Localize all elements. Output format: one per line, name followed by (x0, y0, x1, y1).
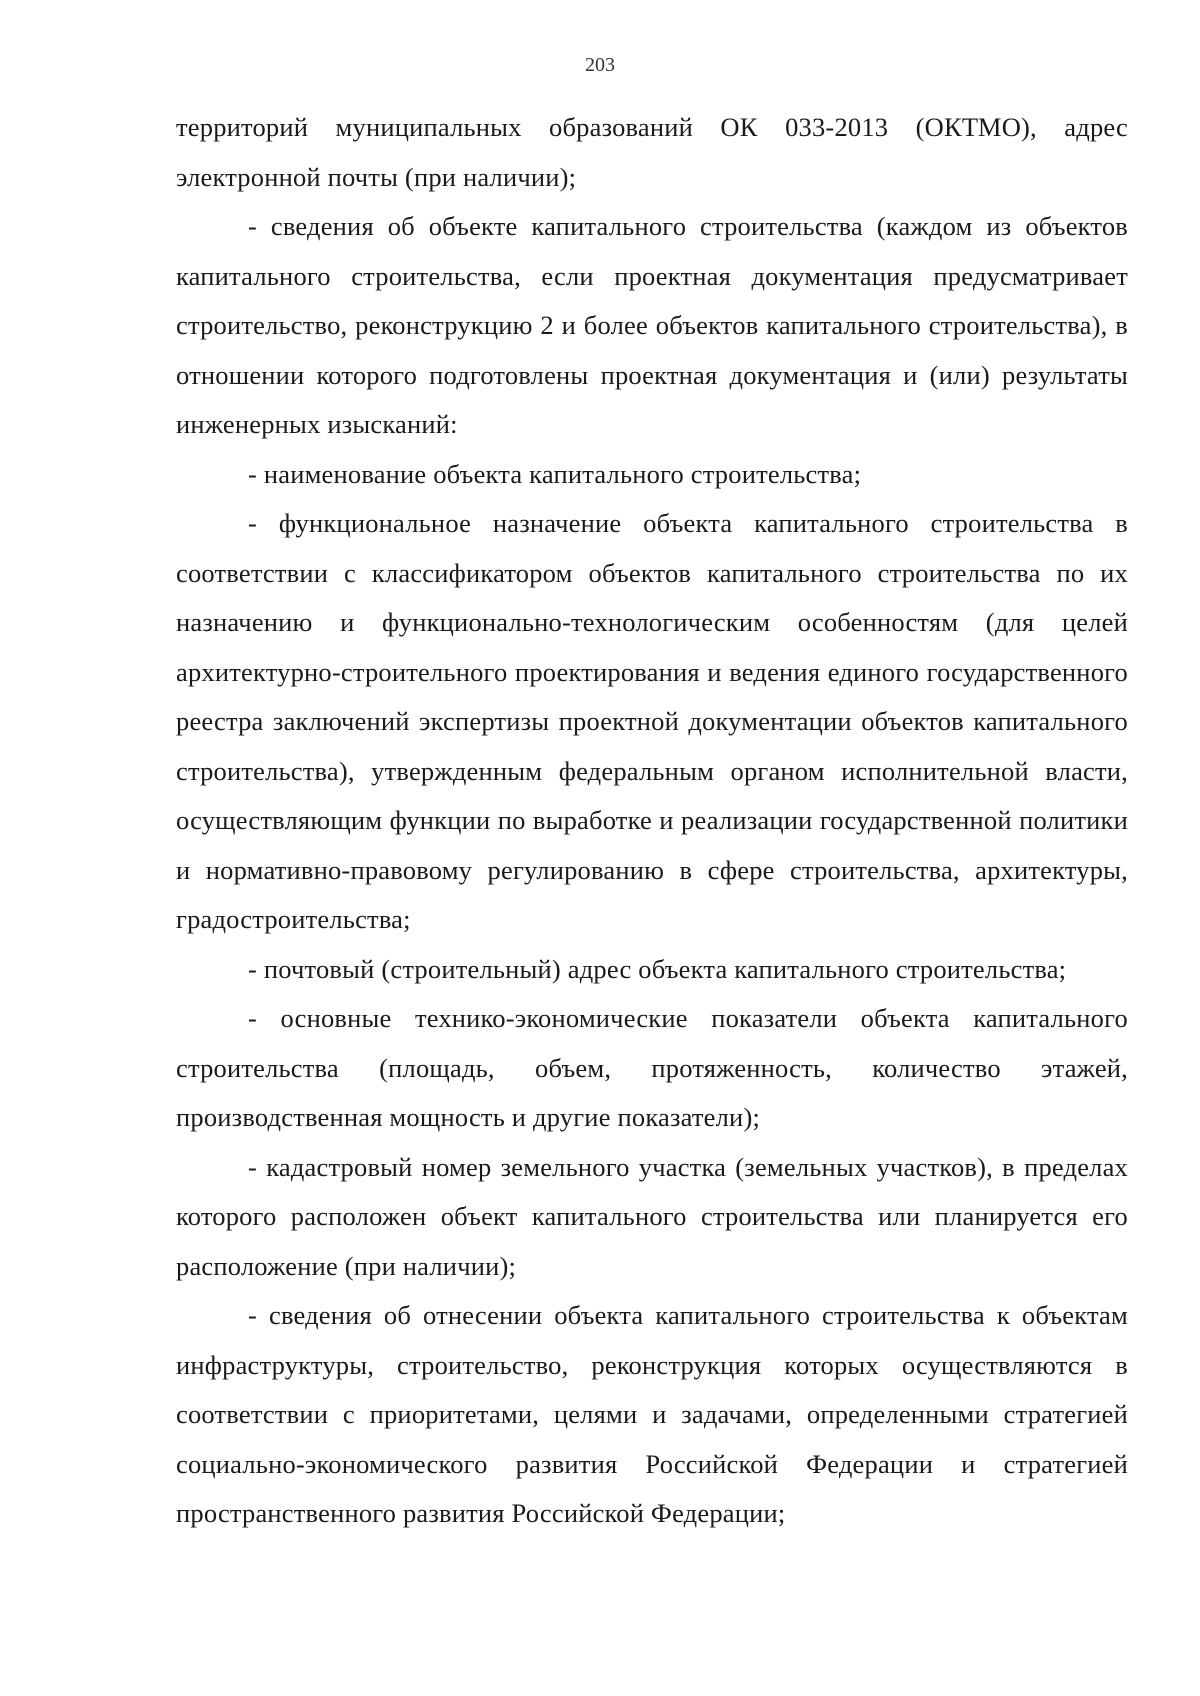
paragraph-capital-object-info: - сведения об объекте капитального строительства (каждом из объектов капитального строительства, если проектная документация предусматривает строительство, реконструкцию 2 и более объектов капитального строительства), в отношении которого подготовлены проектная документация и (или) результаты инженерных изысканий: (176, 211, 1128, 439)
page-number: 203 (585, 54, 615, 76)
paragraph-object-name: - наименование объекта капитального строительства; (248, 458, 862, 489)
paragraph-technical-indicators: - основные технико-экономические показатели объекта капитального строительства (площадь, объем, протяженность, количество этажей, производственная мощность и другие показатели); (176, 1003, 1128, 1132)
paragraph-continuation: территорий муниципальных образований ОК 033-2013 (ОКТМО), адрес электронной почты (при наличии); (176, 112, 1128, 192)
paragraph-cadastral-number: - кадастровый номер земельного участка (земельных участков), в пределах которого расположен объект капитального строительства или планируется его расположение (при наличии); (176, 1151, 1128, 1281)
paragraph-postal-address: - почтовый (строительный) адрес объекта капитального строительства; (248, 953, 1067, 984)
paragraph-infrastructure-info: - сведения об отнесении объекта капитального строительства к объектам инфраструктуры, строительство, реконструкция которых осуществляются в соответствии с приоритетами, целями и задачами, определенными стратегией социально-экономического развития Российской Федерации и стратегией пространственного развития Российской Федерации; (176, 1300, 1128, 1528)
paragraph-functional-purpose: - функциональное назначение объекта капитального строительства в соответствии с классификатором объектов капитального строительства по их назначению и функционально-технологическим особенностям (для целей архитектурно-строительного проектирования и ведения единого государственного реестра заключений экспертизы проектной документации объектов капитального строительства), утвержденным федеральным органом исполнительной власти, осуществляющим функции по выработке и реализации государственной политики и нормативно-правовому регулированию в сфере строительства, архитектуры, градостроительства; (176, 508, 1128, 934)
document-body (176, 103, 1128, 1539)
